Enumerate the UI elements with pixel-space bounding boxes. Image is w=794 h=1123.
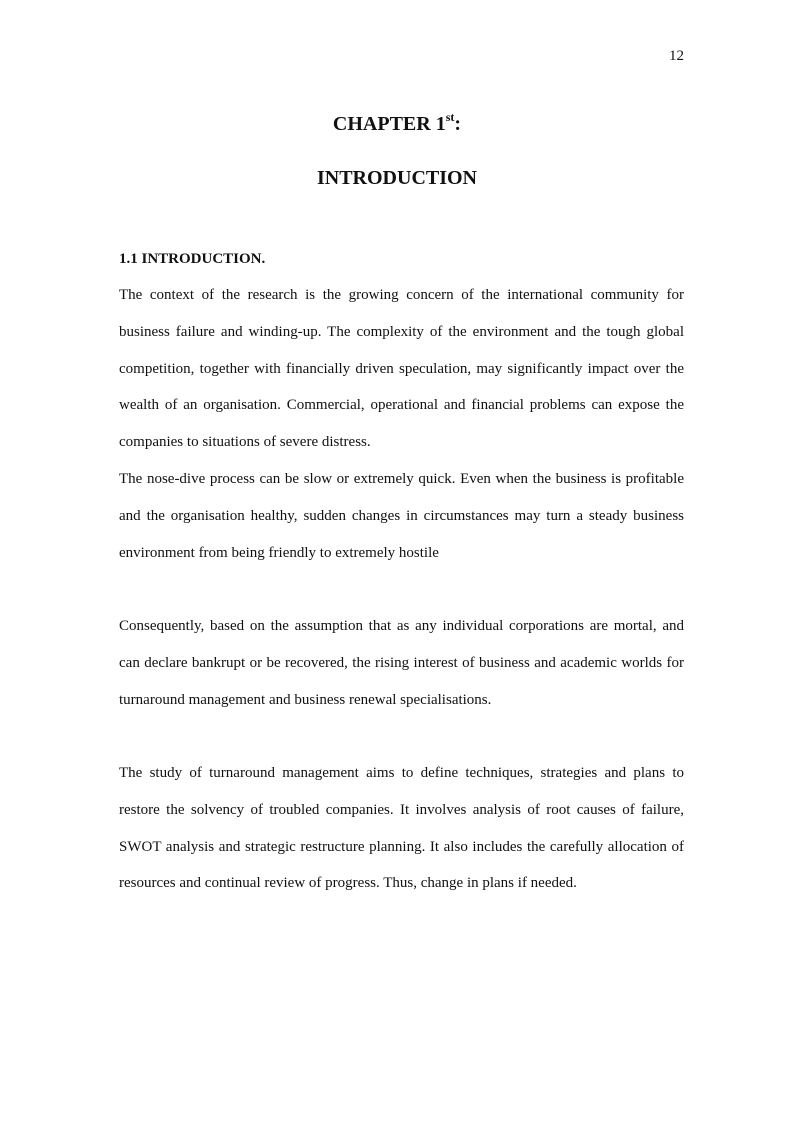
body-paragraph-2: The nose-dive process can be slow or extremely quick. Even when the business is profitable and the organisation healthy, sudden changes in circumstances may turn a steady business environment from being friendly to extremely hostile [119,471,684,561]
chapter-title-text: CHAPTER 1 [332,113,446,135]
chapter-title [0,111,794,137]
body-paragraph-3: Consequently, based on the assumption that as any individual corporations are mortal, and can declare bankrupt or be recovered, the rising interest of business and academic worlds for turnaround management and business renewal specialisations. [119,618,684,708]
chapter-subtitle: INTRODUCTION [316,167,478,189]
chapter-title-colon: : [454,113,462,135]
section-heading: 1.1 INTRODUCTION. [119,251,266,267]
page-number: 12 [669,48,684,64]
chapter-ordinal-suffix: st [445,110,455,124]
body-paragraph-4: The study of turnaround management aims to define techniques, strategies and plans to restore the solvency of troubled companies. It involves analysis of root causes of failure, SWOT analysis and strategic restructure planning. It also includes the carefully allocation of resources and continual review of progress. Thus, change in plans if needed. [119,765,684,892]
body-paragraph-1: The context of the research is the growing concern of the international community for business failure and winding-up. The complexity of the environment and the tough global competition, together with financially driven speculation, may significantly impact over the wealth of an organisation. Commercial, operational and financial problems can expose the companies to situations of severe distress. [119,287,684,451]
